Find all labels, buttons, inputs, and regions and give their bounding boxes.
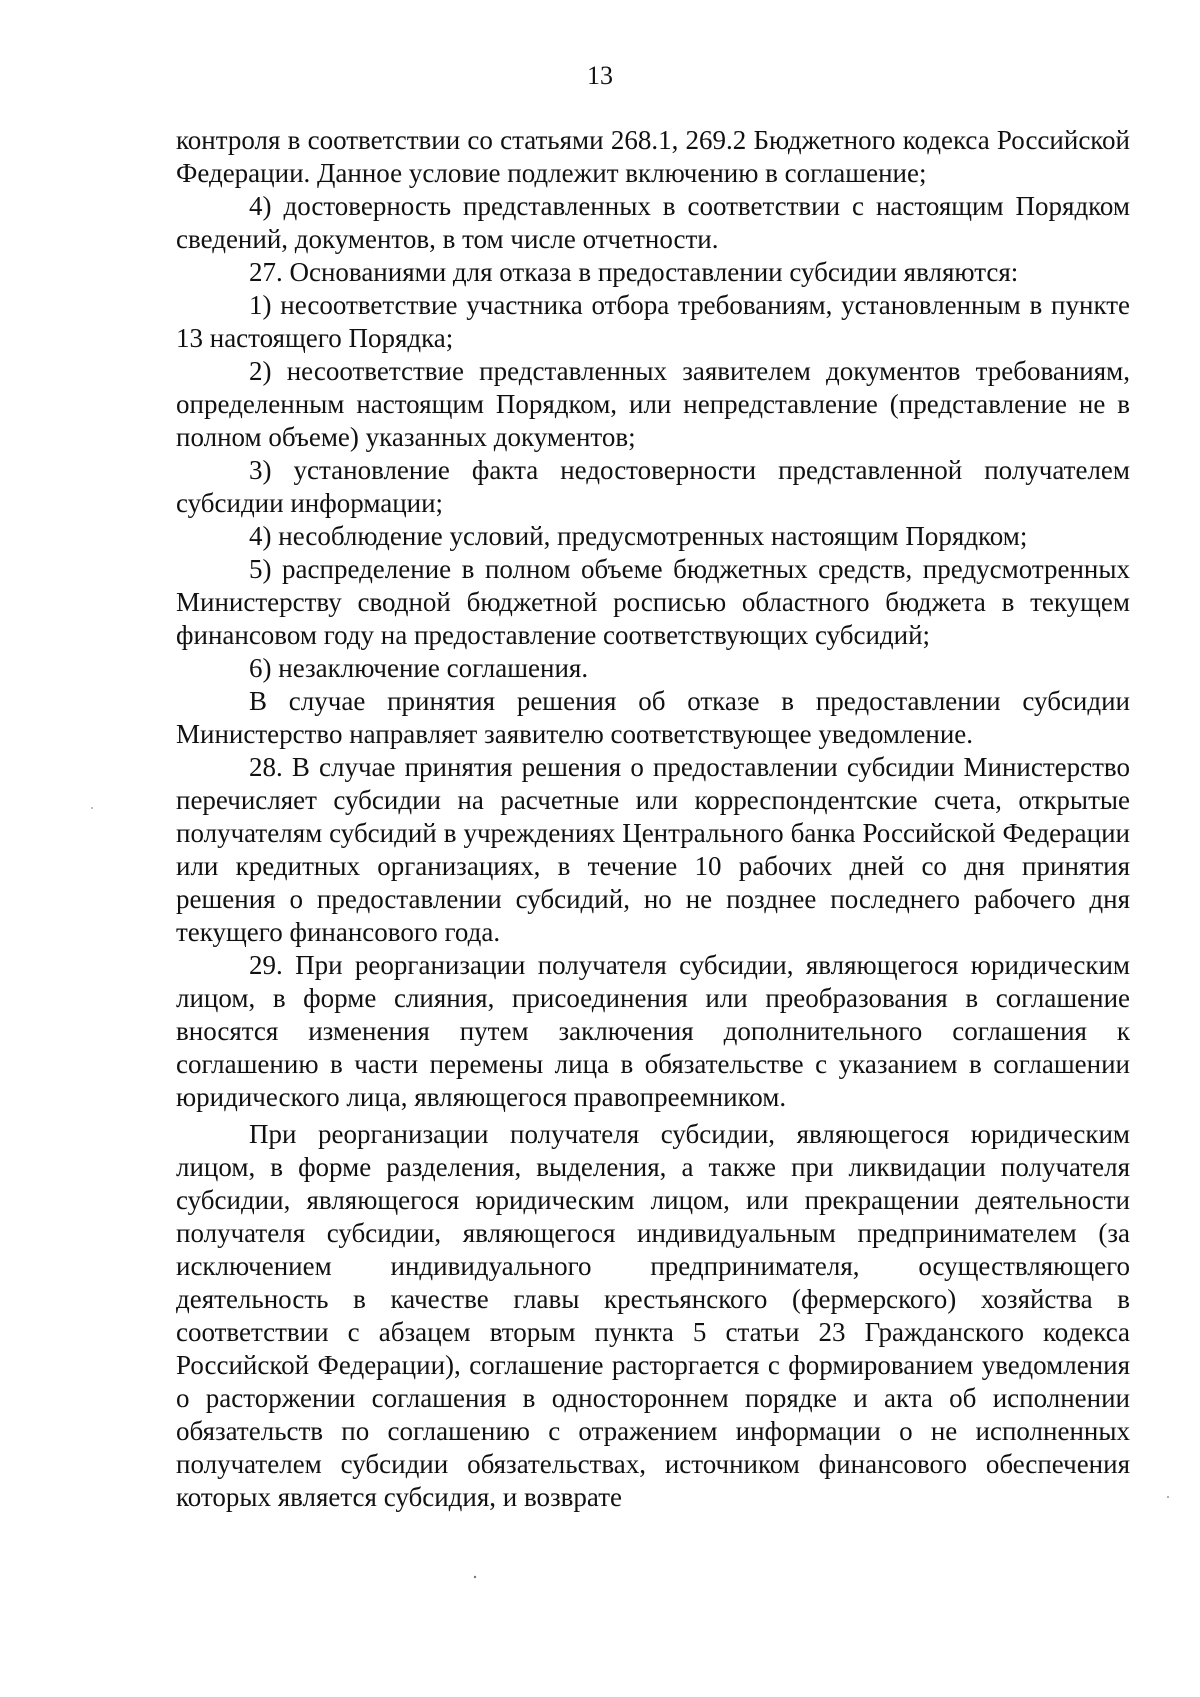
paragraph-clause-27-item-6: 6) незаключение соглашения. xyxy=(249,653,589,683)
scan-speck xyxy=(91,807,93,809)
paragraph-clause-27: 27. Основаниями для отказа в предоставлении субсидии являются: xyxy=(249,257,1019,287)
scan-speck xyxy=(474,1576,476,1578)
paragraph-clause-29: 29. При реорганизации получателя субсидии, являющегося юридическим лицом, в форме слияния, присоединения или преобразования в соглашение вносятся изменения путем заключения дополнительного соглашения к соглашению в части перемены лица в обязательстве с указанием в соглашении юридического лица, являющегося правопреемником. xyxy=(176,950,1130,1112)
paragraph-clause-27-item-1: 1) несоответствие участника отбора требованиям, установленным в пункте 13 настоящего Порядка; xyxy=(176,290,1130,353)
paragraph-clause-27-item-5: 5) распределение в полном объеме бюджетных средств, предусмотренных Министерству сводной бюджетной росписью областного бюджета в текущем финансовом году на предоставление соответствующих субсидий; xyxy=(176,554,1130,650)
paragraph-continuation: контроля в соответствии со статьями 268.1, 269.2 Бюджетного кодекса Российской Федерации. Данное условие подлежит включению в соглашение; xyxy=(176,125,1130,188)
page-number: 13 xyxy=(587,61,613,90)
document-body xyxy=(176,124,1130,1514)
paragraph-refusal-notice: В случае принятия решения об отказе в предоставлении субсидии Министерство направляет заявителю соответствующее уведомление. xyxy=(176,686,1130,749)
paragraph-item-4: 4) достоверность представленных в соответствии с настоящим Порядком сведений, документов, в том числе отчетности. xyxy=(176,191,1130,254)
scan-speck xyxy=(1167,1496,1169,1498)
paragraph-clause-27-item-4: 4) несоблюдение условий, предусмотренных настоящим Порядком; xyxy=(249,521,1028,551)
paragraph-clause-27-item-2: 2) несоответствие представленных заявителем документов требованиям, определенным настоящим Порядком, или непредставление (представление не в полном объеме) указанных документов; xyxy=(176,356,1130,452)
paragraph-clause-27-item-3: 3) установление факта недостоверности представленной получателем субсидии информации; xyxy=(176,455,1130,518)
paragraph-clause-28: 28. В случае принятия решения о предоставлении субсидии Министерство перечисляет субсидии на расчетные или корреспондентские счета, открытые получателям субсидий в учреждениях Центрального банка Российской Федерации или кредитных организациях, в течение 10 рабочих дней со дня принятия решения о предоставлении субсидий, но не позднее последнего рабочего дня текущего финансового года. xyxy=(176,752,1130,947)
paragraph-reorganization: При реорганизации получателя субсидии, являющегося юридическим лицом, в форме разделения, выделения, а также при ликвидации получателя субсидии, являющегося юридическим лицом, или прекращении деятельности получателя субсидии, являющегося индивидуальным предпринимателем (за исключением индивидуального предпринимателя, осуществляющего деятельность в качестве главы крестьянского (фермерского) хозяйства в соответствии с абзацем вторым пункта 5 статьи 23 Гражданского кодекса Российской Федерации), соглашение расторгается с формированием уведомления о расторжении соглашения в одностороннем порядке и акта об исполнении обязательств по соглашению с отражением информации о не исполненных получателем субсидии обязательствах, источником финансового обеспечения которых является субсидия, и возврате xyxy=(176,1119,1130,1512)
